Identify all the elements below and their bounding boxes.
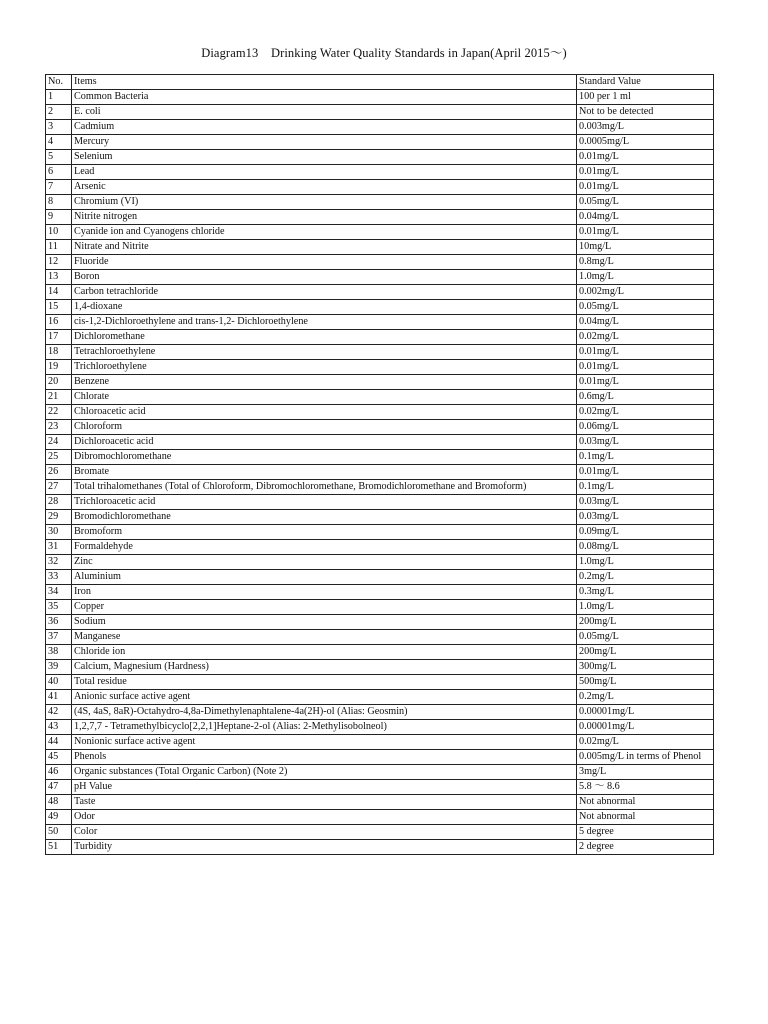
table-row [46, 150, 714, 165]
row-number: 46 [46, 765, 72, 780]
row-standard-value: 0.002mg/L [577, 285, 714, 300]
row-item: Lead [72, 165, 577, 180]
row-standard-value: 5 degree [577, 825, 714, 840]
table-row [46, 210, 714, 225]
row-standard-value: Not to be detected [577, 105, 714, 120]
row-standard-value: 10mg/L [577, 240, 714, 255]
row-item: Arsenic [72, 180, 577, 195]
table-row [46, 705, 714, 720]
row-number: 6 [46, 165, 72, 180]
table-row [46, 555, 714, 570]
row-standard-value: 5.8 〜 8.6 [577, 780, 714, 795]
row-number: 27 [46, 480, 72, 495]
table-row [46, 195, 714, 210]
row-standard-value: 0.1mg/L [577, 450, 714, 465]
row-standard-value: 3mg/L [577, 765, 714, 780]
row-standard-value: 300mg/L [577, 660, 714, 675]
table-row [46, 645, 714, 660]
table-row [46, 750, 714, 765]
row-item: Nonionic surface active agent [72, 735, 577, 750]
table-row [46, 120, 714, 135]
header-standard-value: Standard Value [577, 75, 714, 90]
table-row [46, 225, 714, 240]
row-number: 33 [46, 570, 72, 585]
row-number: 3 [46, 120, 72, 135]
row-item: Sodium [72, 615, 577, 630]
table-row [46, 375, 714, 390]
table-row [46, 825, 714, 840]
row-standard-value: 0.08mg/L [577, 540, 714, 555]
table-row [46, 795, 714, 810]
row-item: Anionic surface active agent [72, 690, 577, 705]
table-row [46, 135, 714, 150]
row-standard-value: 0.05mg/L [577, 630, 714, 645]
row-number: 7 [46, 180, 72, 195]
row-standard-value: 0.01mg/L [577, 180, 714, 195]
table-row [46, 315, 714, 330]
row-item: Trichloroethylene [72, 360, 577, 375]
row-item: Nitrite nitrogen [72, 210, 577, 225]
table-row [46, 585, 714, 600]
row-number: 14 [46, 285, 72, 300]
row-number: 32 [46, 555, 72, 570]
row-standard-value: 0.06mg/L [577, 420, 714, 435]
row-item: Chromium (VI) [72, 195, 577, 210]
row-item: Cyanide ion and Cyanogens chloride [72, 225, 577, 240]
row-item: Color [72, 825, 577, 840]
row-number: 2 [46, 105, 72, 120]
row-item: Cadmium [72, 120, 577, 135]
row-item: Iron [72, 585, 577, 600]
row-item: Mercury [72, 135, 577, 150]
row-standard-value: 0.01mg/L [577, 375, 714, 390]
row-number: 25 [46, 450, 72, 465]
row-number: 10 [46, 225, 72, 240]
row-number: 42 [46, 705, 72, 720]
row-number: 15 [46, 300, 72, 315]
row-standard-value: 500mg/L [577, 675, 714, 690]
table-row [46, 390, 714, 405]
row-item: cis-1,2-Dichloroethylene and trans-1,2- Dichloroethylene [72, 315, 577, 330]
row-item: Zinc [72, 555, 577, 570]
row-number: 34 [46, 585, 72, 600]
row-number: 41 [46, 690, 72, 705]
row-number: 5 [46, 150, 72, 165]
row-item: Total trihalomethanes (Total of Chloroform, Dibromochloromethane, Bromodichloromethane and Bromoform) [72, 480, 577, 495]
row-standard-value: 200mg/L [577, 645, 714, 660]
row-standard-value: 1.0mg/L [577, 270, 714, 285]
row-standard-value: Not abnormal [577, 795, 714, 810]
row-item: 1,4-dioxane [72, 300, 577, 315]
row-item: Aluminium [72, 570, 577, 585]
table-row [46, 405, 714, 420]
row-item: Organic substances (Total Organic Carbon) (Note 2) [72, 765, 577, 780]
row-standard-value: 1.0mg/L [577, 555, 714, 570]
table-row [46, 285, 714, 300]
row-number: 37 [46, 630, 72, 645]
row-number: 1 [46, 90, 72, 105]
row-item: Taste [72, 795, 577, 810]
row-item: Turbidity [72, 840, 577, 855]
row-number: 38 [46, 645, 72, 660]
row-item: Calcium, Magnesium (Hardness) [72, 660, 577, 675]
row-number: 35 [46, 600, 72, 615]
table-row [46, 675, 714, 690]
row-number: 4 [46, 135, 72, 150]
row-number: 29 [46, 510, 72, 525]
row-number: 13 [46, 270, 72, 285]
row-number: 28 [46, 495, 72, 510]
row-number: 43 [46, 720, 72, 735]
row-number: 22 [46, 405, 72, 420]
row-number: 23 [46, 420, 72, 435]
row-standard-value: 0.3mg/L [577, 585, 714, 600]
header-row [46, 75, 714, 90]
row-standard-value: 0.04mg/L [577, 210, 714, 225]
row-item: Carbon tetrachloride [72, 285, 577, 300]
table-row [46, 495, 714, 510]
row-number: 16 [46, 315, 72, 330]
row-number: 49 [46, 810, 72, 825]
row-standard-value: 0.02mg/L [577, 330, 714, 345]
row-item: E. coli [72, 105, 577, 120]
row-item: Formaldehyde [72, 540, 577, 555]
row-standard-value: 0.03mg/L [577, 510, 714, 525]
row-standard-value: 100 per 1 ml [577, 90, 714, 105]
row-number: 19 [46, 360, 72, 375]
row-item: 1,2,7,7 - Tetramethylbicyclo[2,2,1]Heptane-2-ol (Alias: 2-Methylisobolneol) [72, 720, 577, 735]
table-row [46, 360, 714, 375]
row-number: 11 [46, 240, 72, 255]
table-row [46, 840, 714, 855]
table-row [46, 720, 714, 735]
table-row [46, 570, 714, 585]
row-number: 12 [46, 255, 72, 270]
row-item: Boron [72, 270, 577, 285]
row-item: Tetrachloroethylene [72, 345, 577, 360]
row-item: Manganese [72, 630, 577, 645]
row-standard-value: 0.01mg/L [577, 225, 714, 240]
row-standard-value: 0.00001mg/L [577, 705, 714, 720]
row-standard-value: 0.09mg/L [577, 525, 714, 540]
row-standard-value: 2 degree [577, 840, 714, 855]
table-row [46, 180, 714, 195]
table-row [46, 600, 714, 615]
row-number: 36 [46, 615, 72, 630]
row-standard-value: 0.2mg/L [577, 570, 714, 585]
row-standard-value: 0.00001mg/L [577, 720, 714, 735]
row-item: Odor [72, 810, 577, 825]
row-standard-value: Not abnormal [577, 810, 714, 825]
table-row [46, 525, 714, 540]
table-row [46, 615, 714, 630]
table-row [46, 510, 714, 525]
table-row [46, 630, 714, 645]
row-item: Nitrate and Nitrite [72, 240, 577, 255]
table-row [46, 765, 714, 780]
table-row [46, 255, 714, 270]
table-row [46, 810, 714, 825]
table-row [46, 465, 714, 480]
row-number: 9 [46, 210, 72, 225]
header-items: Items [72, 75, 577, 90]
row-item: Dichloromethane [72, 330, 577, 345]
row-standard-value: 0.6mg/L [577, 390, 714, 405]
table-row [46, 735, 714, 750]
table-row [46, 480, 714, 495]
row-number: 47 [46, 780, 72, 795]
row-standard-value: 0.02mg/L [577, 405, 714, 420]
row-item: Common Bacteria [72, 90, 577, 105]
table-row [46, 165, 714, 180]
row-number: 17 [46, 330, 72, 345]
table-row [46, 420, 714, 435]
table-row [46, 300, 714, 315]
row-item: Bromate [72, 465, 577, 480]
table-row [46, 450, 714, 465]
row-item: Chloroacetic acid [72, 405, 577, 420]
row-item: Chloride ion [72, 645, 577, 660]
row-standard-value: 0.005mg/L in terms of Phenol [577, 750, 714, 765]
row-standard-value: 0.01mg/L [577, 465, 714, 480]
row-number: 50 [46, 825, 72, 840]
row-standard-value: 0.04mg/L [577, 315, 714, 330]
row-number: 45 [46, 750, 72, 765]
row-number: 51 [46, 840, 72, 855]
row-item: Benzene [72, 375, 577, 390]
row-number: 26 [46, 465, 72, 480]
table-row [46, 270, 714, 285]
row-standard-value: 0.01mg/L [577, 165, 714, 180]
row-number: 44 [46, 735, 72, 750]
table-row [46, 345, 714, 360]
row-item: Dichloroacetic acid [72, 435, 577, 450]
row-item: Trichloroacetic acid [72, 495, 577, 510]
row-standard-value: 0.05mg/L [577, 300, 714, 315]
row-number: 48 [46, 795, 72, 810]
row-standard-value: 0.01mg/L [577, 360, 714, 375]
row-standard-value: 0.03mg/L [577, 495, 714, 510]
row-number: 31 [46, 540, 72, 555]
row-number: 20 [46, 375, 72, 390]
row-standard-value: 200mg/L [577, 615, 714, 630]
row-item: Fluoride [72, 255, 577, 270]
table-row [46, 660, 714, 675]
row-number: 40 [46, 675, 72, 690]
row-item: Selenium [72, 150, 577, 165]
standards-table [45, 74, 714, 855]
row-standard-value: 0.02mg/L [577, 735, 714, 750]
table-row [46, 780, 714, 795]
table-row [46, 540, 714, 555]
row-standard-value: 0.01mg/L [577, 150, 714, 165]
table-row [46, 330, 714, 345]
row-standard-value: 0.2mg/L [577, 690, 714, 705]
row-number: 18 [46, 345, 72, 360]
row-standard-value: 1.0mg/L [577, 600, 714, 615]
row-item: pH Value [72, 780, 577, 795]
table-row [46, 240, 714, 255]
table-row [46, 435, 714, 450]
table-row [46, 90, 714, 105]
header-no: No. [46, 75, 72, 90]
row-standard-value: 0.0005mg/L [577, 135, 714, 150]
row-number: 8 [46, 195, 72, 210]
row-standard-value: 0.1mg/L [577, 480, 714, 495]
row-item: Dibromochloromethane [72, 450, 577, 465]
row-item: Bromoform [72, 525, 577, 540]
row-standard-value: 0.003mg/L [577, 120, 714, 135]
row-item: Chlorate [72, 390, 577, 405]
document-title: Diagram13 Drinking Water Quality Standards in Japan(April 2015〜) [201, 46, 567, 60]
row-item: Bromodichloromethane [72, 510, 577, 525]
row-standard-value: 0.03mg/L [577, 435, 714, 450]
row-item: Chloroform [72, 420, 577, 435]
row-item: Total residue [72, 675, 577, 690]
row-standard-value: 0.01mg/L [577, 345, 714, 360]
row-item: (4S, 4aS, 8aR)-Octahydro-4,8a-Dimethylenaphtalene-4a(2H)-ol (Alias: Geosmin) [72, 705, 577, 720]
table-row [46, 105, 714, 120]
row-item: Phenols [72, 750, 577, 765]
table-row [46, 690, 714, 705]
row-standard-value: 0.05mg/L [577, 195, 714, 210]
row-item: Copper [72, 600, 577, 615]
row-standard-value: 0.8mg/L [577, 255, 714, 270]
row-number: 21 [46, 390, 72, 405]
row-number: 30 [46, 525, 72, 540]
row-number: 24 [46, 435, 72, 450]
row-number: 39 [46, 660, 72, 675]
